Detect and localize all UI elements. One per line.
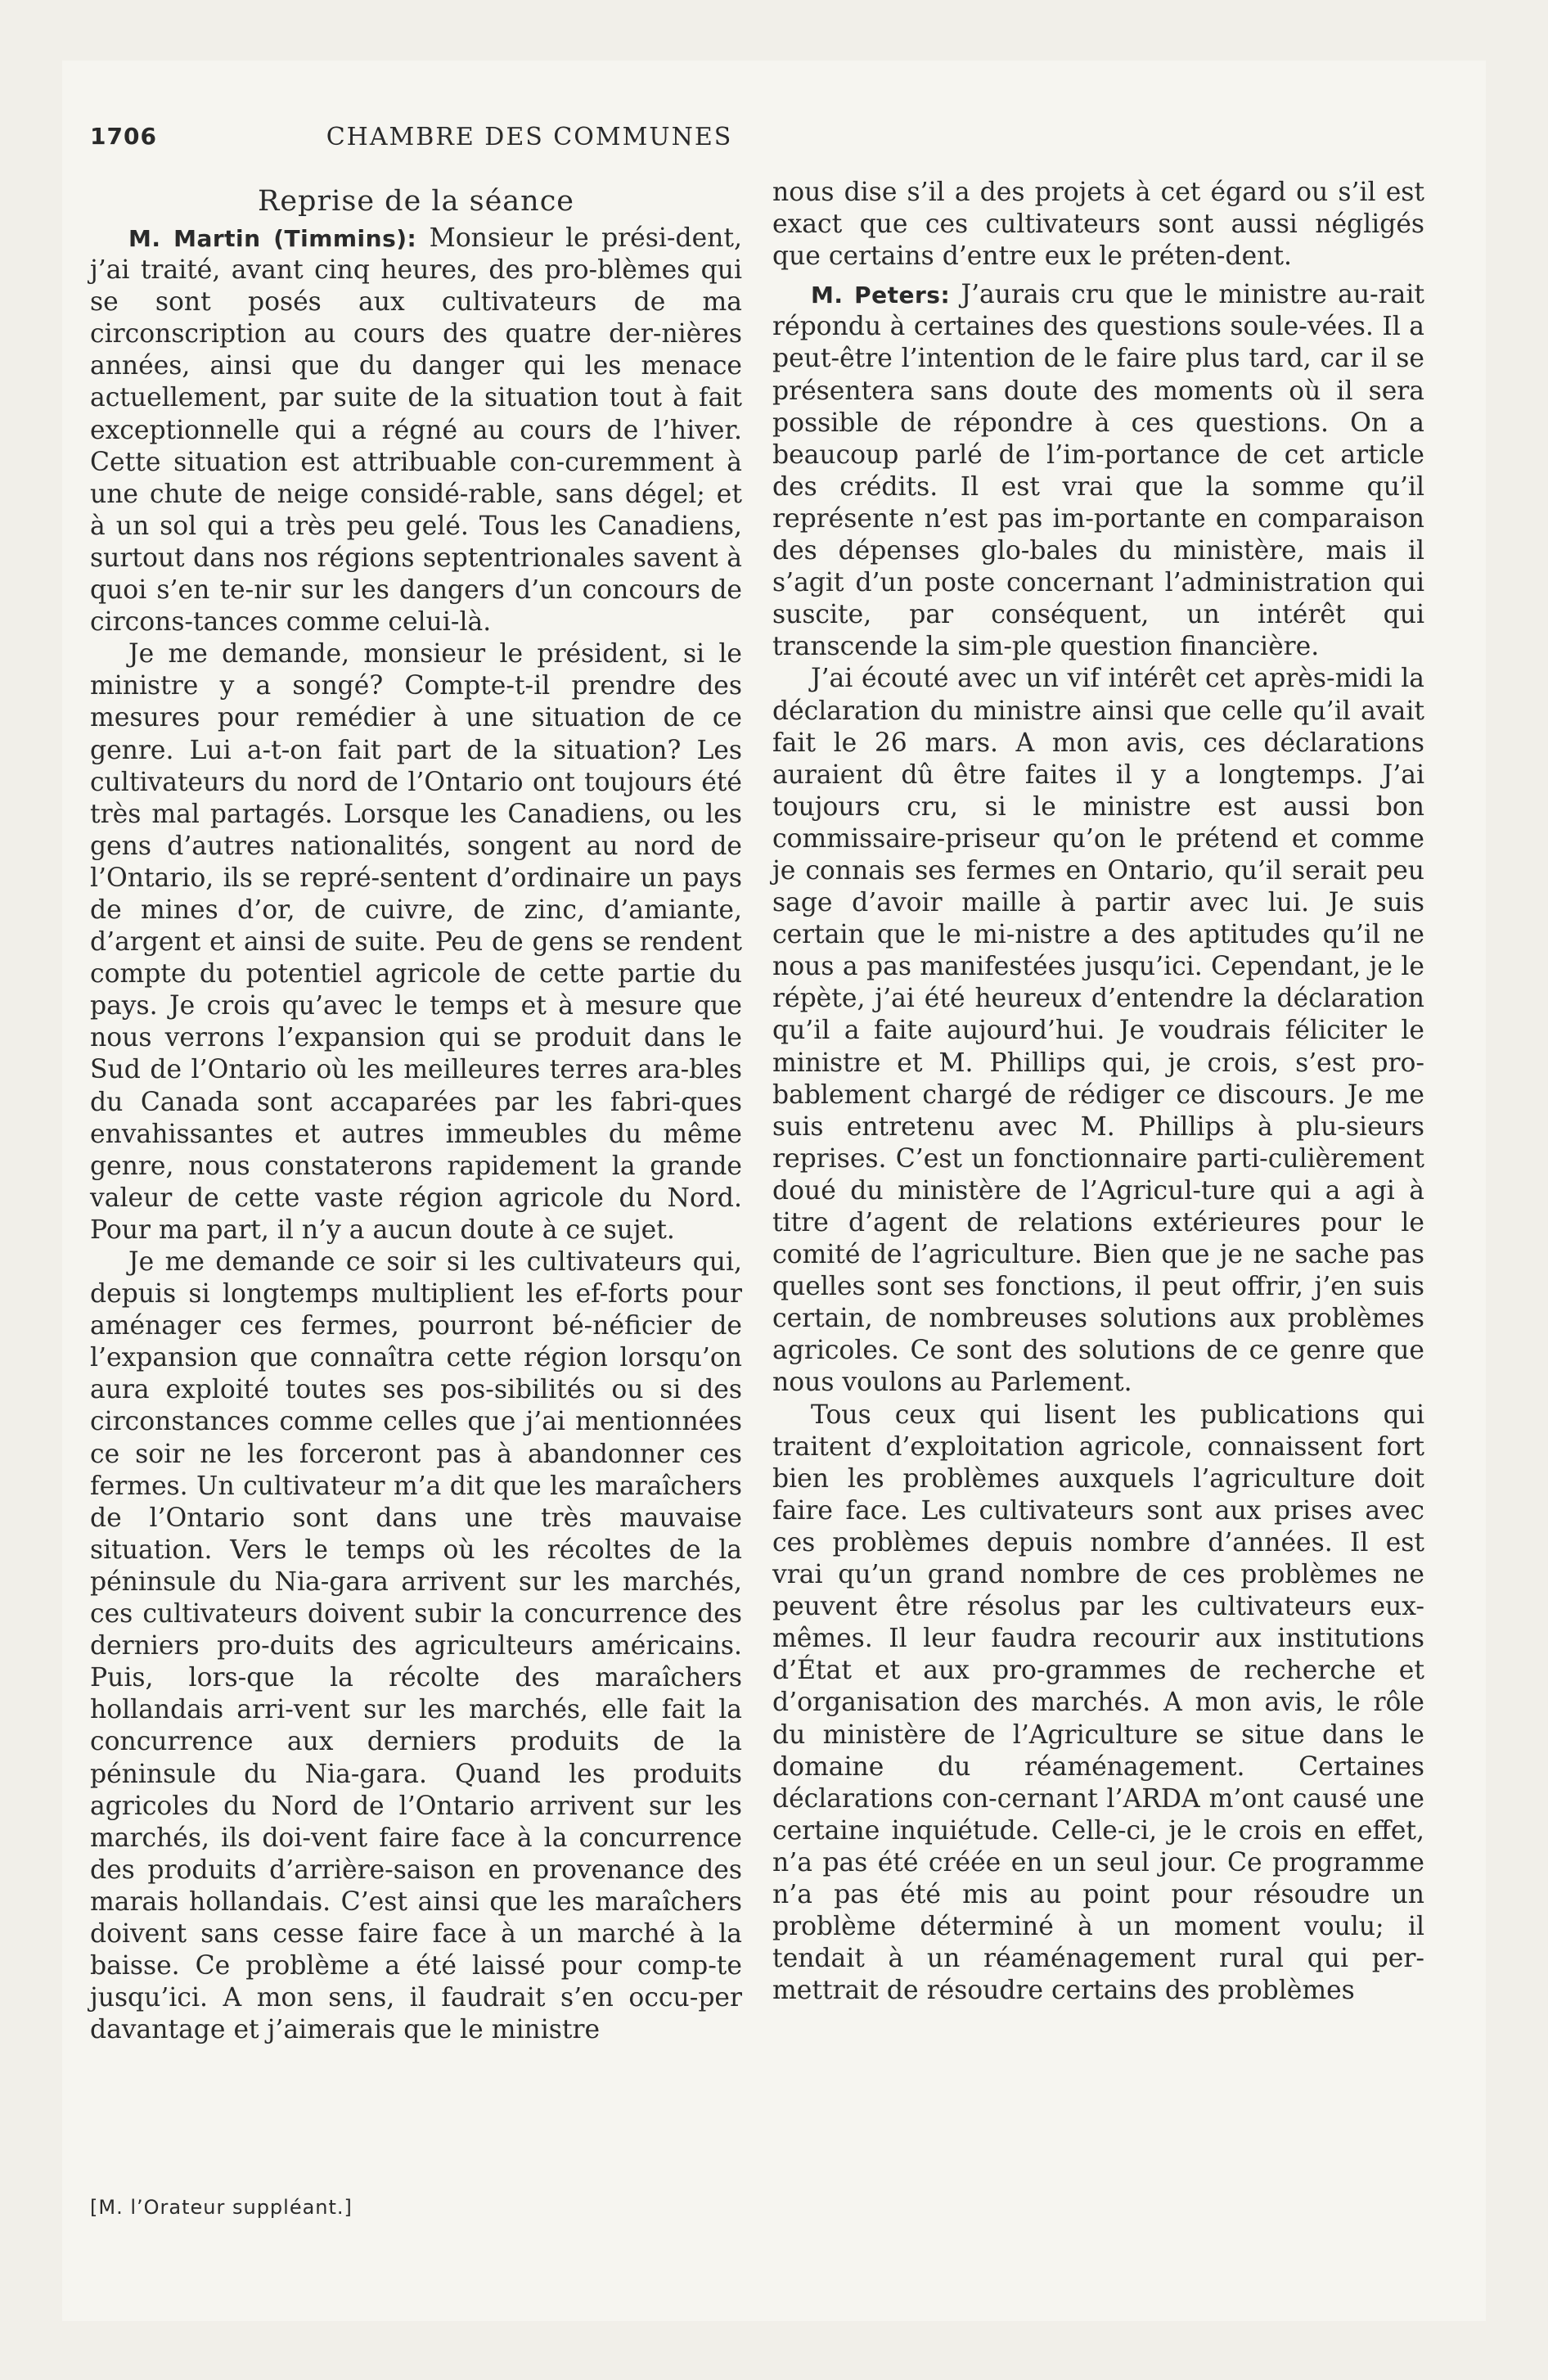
running-head: CHAMBRE DES COMMUNES: [326, 123, 733, 151]
paragraph-text: Monsieur le prési-dent, j’ai traité, avant cinq heures, des pro-blèmes qui se sont posés aux cultivateurs de ma circonscription au cours des quatre der-nières années, ainsi que du danger qui les menace actuellement, par suite de la situation tout à fait exceptionnelle qui a régné au cours de l’hiver. Cette situation est attribuable con-curemment à une chute de neige considé-rable, sans dégel; et à un sol qui a très peu gelé. Tous les Canadiens, surtout dans nos régions septentrionales savent à quoi s’en te-nir sur les dangers d’un concours de circons-tances comme celui-là.: [90, 223, 742, 638]
section-heading: Reprise de la séance: [257, 185, 575, 218]
paragraph-text: J’aurais cru que le ministre au-rait répondu à certaines des questions soule-vées. Il a peut-être l’intention de le faire plus tard, car il se présentera sans doute des moments où il sera possible de répondre à ces questions. On a beaucoup parlé de l’im-portance de cet article des crédits. Il est vrai que la somme qu’il représente n’est pas im-portante en comparaison des dépenses glo-bales du ministère, mais il s’agit d’un poste concernant l’administration qui suscite, par conséquent, un intérêt qui transcende la sim-ple question financière.: [772, 280, 1425, 662]
page-header: [90, 123, 969, 156]
paragraph: Je me demande ce soir si les cultivateurs qui, depuis si longtemps multiplient les ef-forts pour aménager ces fermes, pourront bé-néficier de l’expansion que connaîtra cette région lorsqu’on aura exploité toutes ses pos-sibilités ou si des circonstances comme celles que j’ai mentionnées ce soir ne les forceront pas à abandonner ces fermes. Un cultivateur m’a dit que les maraîchers de l’Ontario sont dans une très mauvaise situation. Vers le temps où les récoltes de la péninsule du Nia-gara arrivent sur les marchés, ces cultivateurs doivent subir la concurrence des derniers pro-duits des agriculteurs américains. Puis, lors-que la récolte des maraîchers hollandais arri-vent sur les marchés, elle fait la concurrence aux derniers produits de la péninsule du Nia-gara. Quand les produits agricoles du Nord de l’Ontario arrivent sur les marchés, ils doi-vent faire face à la concurrence des produits d’arrière-saison en provenance des marais hollandais. C’est ainsi que les maraîchers doivent sans cesse faire face à un marché à la baisse. Ce problème a été laissé pour comp-te jusqu’ici. A mon sens, il faudrait s’en occu-per davantage et j’aimerais que le ministre: [90, 1247, 742, 2045]
speaker-name: M. Peters:: [811, 282, 951, 309]
right-column: [772, 177, 1424, 2007]
speaker-name: M. Martin (Timmins):: [128, 225, 417, 252]
footer-note: [M. l’Orateur suppléant.]: [90, 2196, 353, 2219]
paragraph: Tous ceux qui lisent les publications qui traitent d’exploitation agricole, connaissent fort bien les problèmes auxquels l’agriculture doit faire face. Les cultivateurs sont aux prises avec ces problèmes depuis nombre d’années. Il est vrai qu’un grand nombre de ces problèmes ne peuvent être résolus par les cultivateurs eux-mêmes. Il leur faudra recourir aux institutions d’État et aux pro-grammes de recherche et d’organisation des marchés. A mon avis, le rôle du ministère de l’Agriculture se situe dans le domaine du réaménagement. Certaines déclarations con-cernant l’ARDA m’ont causé une certaine inquiétude. Celle-ci, je le crois en effet, n’a pas été créée en un seul jour. Ce programme n’a pas été mis au point pour résoudre un problème déterminé à un moment voulu; il tendait à un réaménagement rural qui per-mettrait de résoudre certains des problèmes: [772, 1400, 1424, 2006]
left-column: [90, 175, 742, 2046]
paragraph-martin: [90, 223, 742, 638]
paragraph-continued: nous dise s’il a des projets à cet égard ou s’il est exact que ces cultivateurs sont aussi négligés que certains d’entre eux le préten-dent.: [772, 178, 1424, 272]
paragraph-peters: [772, 279, 1424, 663]
page-number: 1706: [90, 123, 157, 150]
paragraph: J’ai écouté avec un vif intérêt cet après-midi la déclaration du ministre ainsi que celle qu’il avait fait le 26 mars. A mon avis, ces déclarations auraient dû être faites il y a longtemps. J’ai toujours cru, si le ministre est aussi bon commissaire-priseur qu’on le prétend et comme je connais ses fermes en Ontario, qu’il serait peu sage d’avoir maille à partir avec lui. Je suis certain que le mi-nistre a des aptitudes qu’il ne nous a pas manifestées jusqu’ici. Cependant, je le répète, j’ai été heureux d’entendre la déclaration qu’il a faite aujourd’hui. Je voudrais féliciter le ministre et M. Phillips qui, je crois, s’est pro-bablement chargé de rédiger ce discours. Je me suis entretenu avec M. Phillips à plu-sieurs reprises. C’est un fonctionnaire parti-culièrement doué du ministère de l’Agricul-ture qui a agi à titre d’agent de relations extérieures pour le comité de l’agriculture. Bien que je ne sache pas quelles sont ses fonctions, il peut offrir, j’en suis certain, de nombreuses solutions aux problèmes agricoles. Ce sont des solutions de ce genre que nous voulons au Parlement.: [772, 664, 1424, 1398]
paragraph: Je me demande, monsieur le président, si le ministre y a songé? Compte-t-il prendre des mesures pour remédier à une situation de ce genre. Lui a-t-on fait part de la situation? Les cultivateurs du nord de l’Ontario ont toujours été très mal partagés. Lorsque les Canadiens, ou les gens d’autres nationalités, songent au nord de l’Ontario, ils se repré-sentent d’ordinaire un pays de mines d’or, de cuivre, de zinc, d’amiante, d’argent et ainsi de suite. Peu de gens se rendent compte du potentiel agricole de cette partie du pays. Je crois qu’avec le temps et à mesure que nous verrons l’expansion qui se produit dans le Sud de l’Ontario où les meilleures terres ara-bles du Canada sont accaparées par les fabri-ques envahissantes et autres immeubles du même genre, nous constaterons rapidement la grande valeur de cette vaste région agricole du Nord. Pour ma part, il n’y a aucun doute à ce sujet.: [90, 639, 742, 1245]
